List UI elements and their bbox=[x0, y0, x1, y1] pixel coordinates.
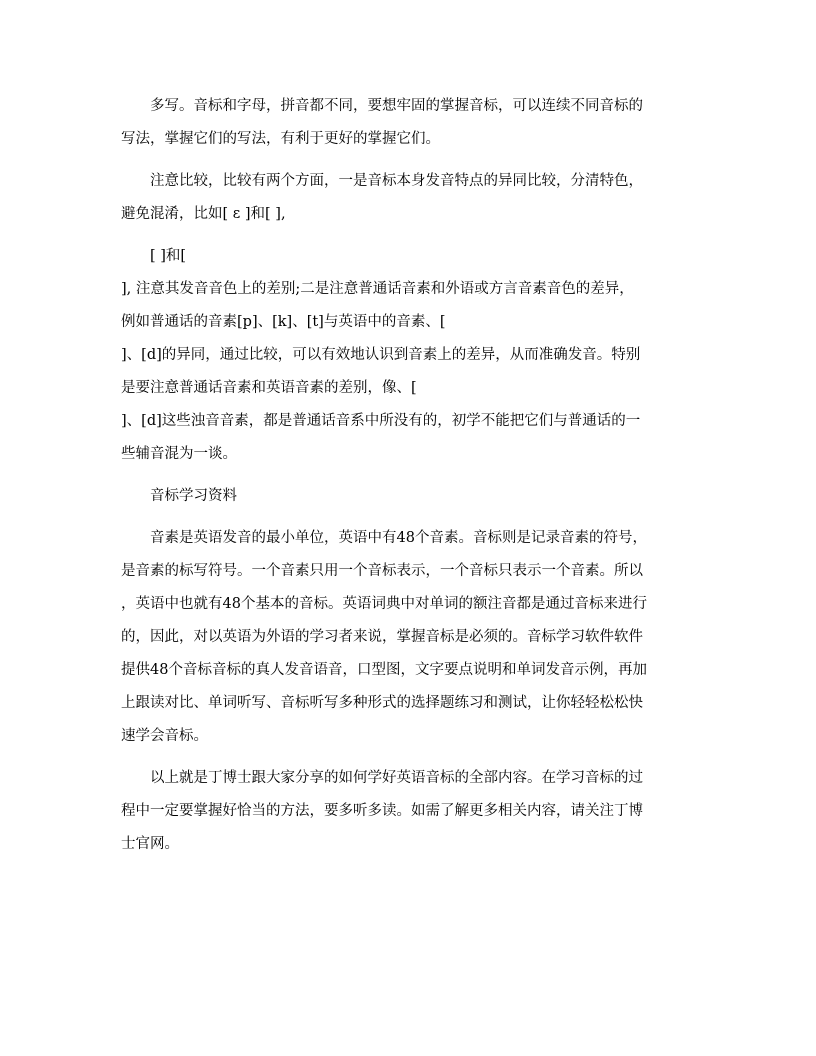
text-line: 写法，掌握它们的写法，有利于更好的掌握它们。 bbox=[121, 131, 440, 147]
section-heading: 音标学习资料 bbox=[150, 488, 237, 504]
text-line: 是音素的标写符号。一个音素只用一个音标表示，一个音标只表示一个音素。所以 bbox=[121, 563, 643, 579]
paragraph-conclusion bbox=[121, 762, 697, 861]
text-line: [ ]和[ bbox=[150, 248, 187, 264]
paragraph-phoneme-differences bbox=[121, 240, 697, 471]
text-line: ], 注意其发音音色上的差别;二是注意普通话音素和外语或方言音素音色的差异， bbox=[121, 281, 634, 297]
text-line: ，英语中也就有48个基本的音标。英语词典中对单词的额注音都是通过音标来进行 bbox=[121, 596, 647, 612]
text-line: 是要注意普通话音素和英语音素的差别，像、[ bbox=[121, 380, 417, 396]
text-line: 士官网。 bbox=[121, 836, 179, 852]
paragraph-write-more bbox=[121, 90, 697, 156]
text-line: 程中一定要掌握好恰当的方法，要多听多读。如需了解更多相关内容，请关注丁博 bbox=[121, 803, 643, 819]
paragraph-compare bbox=[121, 165, 697, 231]
text-line: ]、[d]的异同，通过比较，可以有效地认识到音素上的差异，从而准确发音。特别 bbox=[121, 347, 641, 363]
text-line: 注意比较，比较有两个方面，一是音标本身发音特点的异同比较，分清特色， bbox=[150, 173, 643, 189]
text-line: 些辅音混为一谈。 bbox=[121, 446, 237, 462]
text-line: 速学会音标。 bbox=[121, 728, 208, 744]
text-line: 例如普通话的音素[p]、[k]、[t]与英语中的音素、[ bbox=[121, 314, 446, 330]
text-line: 上跟读对比、单词听写、音标听写多种形式的选择题练习和测试，让你轻轻松松快 bbox=[121, 695, 643, 711]
text-line: 多写。音标和字母，拼音都不同，要想牢固的掌握音标，可以连续不同音标的 bbox=[150, 98, 643, 114]
document-body bbox=[121, 90, 697, 870]
text-line: 音素是英语发音的最小单位，英语中有48个音素。音标则是记录音素的符号， bbox=[150, 530, 647, 546]
paragraph-phoneme-intro bbox=[121, 522, 697, 753]
text-line: 避免混淆，比如[ ɛ ]和[ ], bbox=[121, 206, 286, 222]
text-line: 的，因此，对以英语为外语的学习者来说，掌握音标是必须的。音标学习软件软件 bbox=[121, 629, 643, 645]
text-line: ]、[d]这些浊音音素，都是普通话音系中所没有的，初学不能把它们与普通话的一 bbox=[121, 413, 641, 429]
text-line: 以上就是丁博士跟大家分享的如何学好英语音标的全部内容。在学习音标的过 bbox=[150, 770, 643, 786]
text-line: 提供48个音标音标的真人发音语音，口型图，文字要点说明和单词发音示例，再加 bbox=[121, 662, 647, 678]
